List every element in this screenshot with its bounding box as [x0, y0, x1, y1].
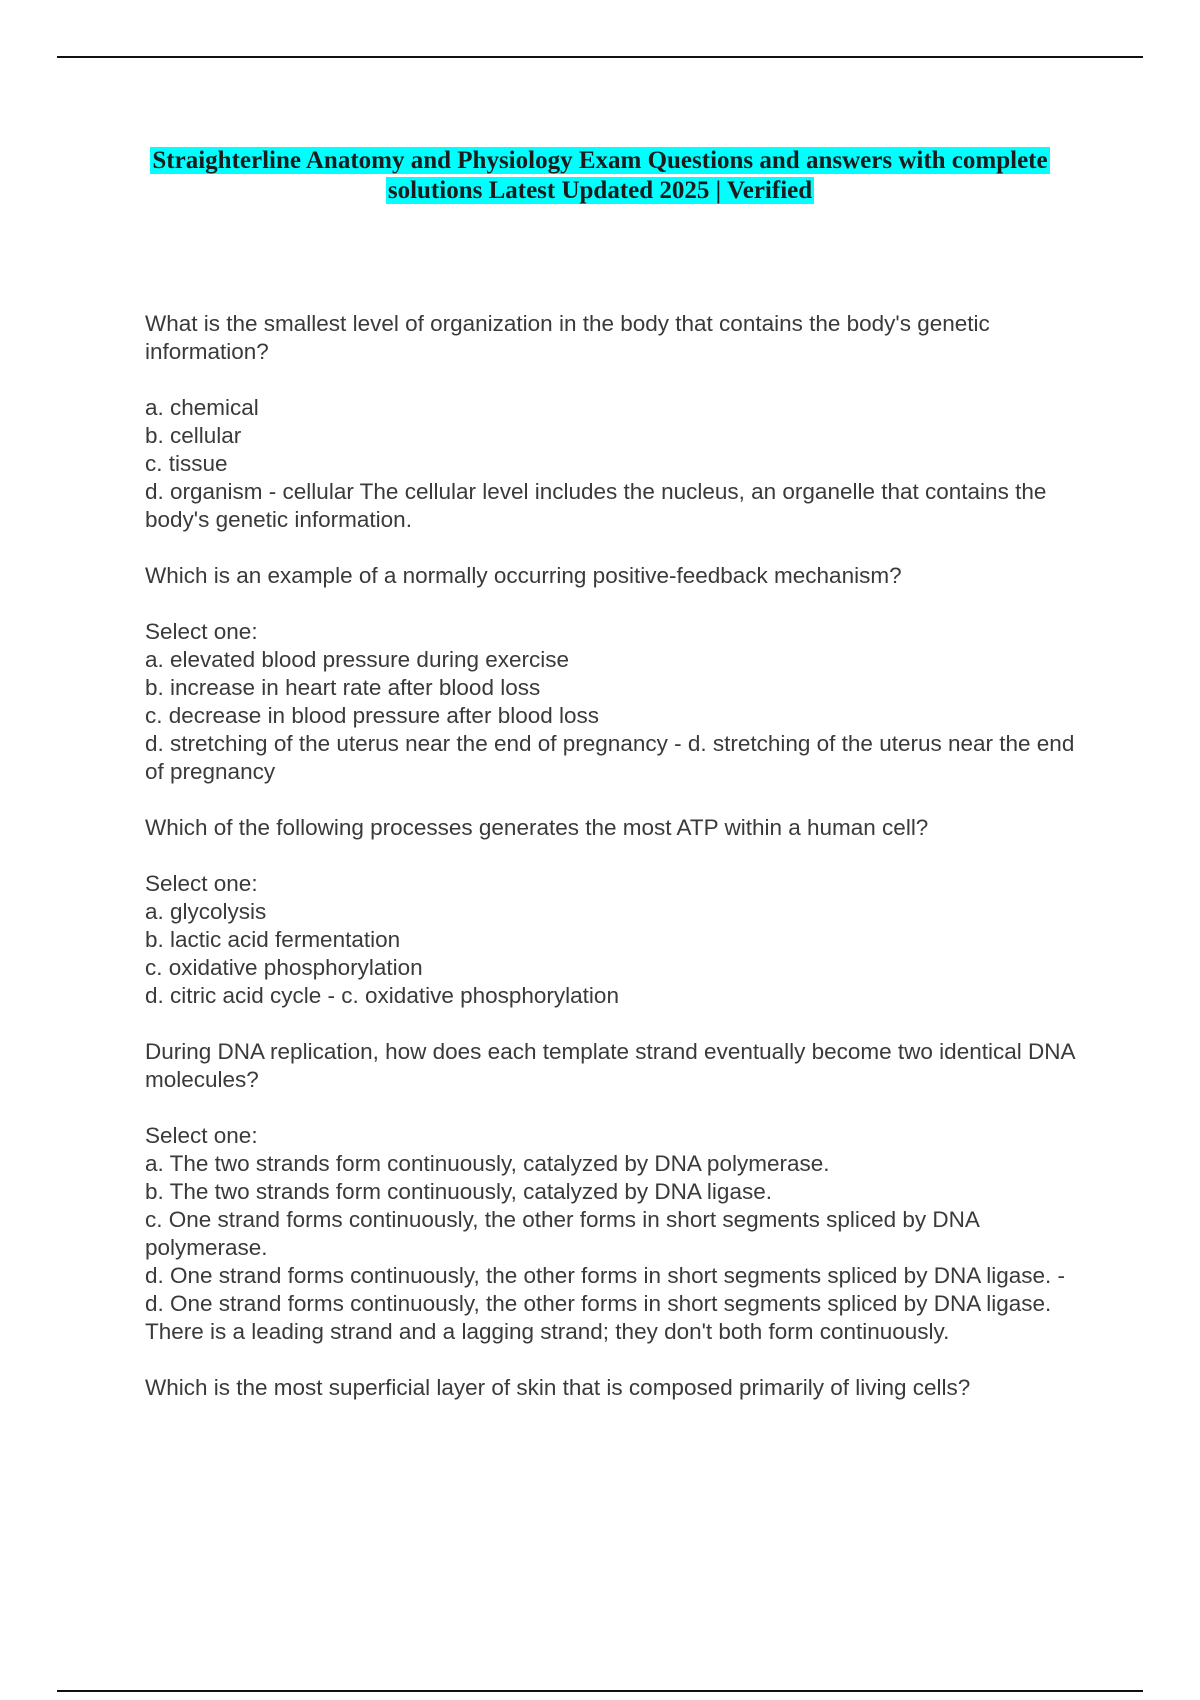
question-1-option-c: c. tissue: [145, 451, 228, 476]
question-3-prompt: Which of the following processes generates the most ATP within a human cell?: [145, 815, 929, 840]
question-2-option-d: d. stretching of the uterus near the end of pregnancy - d. stretching of the uterus near the end of pregnancy: [145, 731, 1075, 784]
question-3-select-label: Select one:: [145, 871, 258, 896]
document-title: [120, 146, 1080, 206]
question-3-options: [145, 870, 1085, 1010]
footer-rule: [57, 1690, 1143, 1692]
question-4-option-a: a. The two strands form continuously, catalyzed by DNA polymerase.: [145, 1151, 830, 1176]
question-2-select-label: Select one:: [145, 619, 258, 644]
title-line-2: solutions Latest Updated 2025 | Verified: [387, 177, 813, 204]
question-2-prompt: Which is an example of a normally occurring positive-feedback mechanism?: [145, 563, 902, 588]
question-1-prompt: What is the smallest level of organization in the body that contains the body's genetic information?: [145, 311, 990, 364]
question-5-prompt: Which is the most superficial layer of skin that is composed primarily of living cells?: [145, 1375, 971, 1400]
question-5: [145, 1374, 1085, 1402]
question-2-option-c: c. decrease in blood pressure after blood loss: [145, 703, 600, 728]
question-2-options: [145, 618, 1085, 786]
question-1-option-a: a. chemical: [145, 395, 259, 420]
question-1-option-d: d. organism - cellular The cellular level includes the nucleus, an organelle that contains the body's genetic information.: [145, 479, 1047, 532]
question-4-option-c: c. One strand forms continuously, the other forms in short segments spliced by DNA polymerase.: [145, 1207, 979, 1260]
title-line-1: Straighterline Anatomy and Physiology Exam Questions and answers with complete: [152, 147, 1048, 174]
question-1-option-b: b. cellular: [145, 423, 242, 448]
question-2-option-b: b. increase in heart rate after blood loss: [145, 675, 541, 700]
question-3-option-b: b. lactic acid fermentation: [145, 927, 401, 952]
question-3-option-a: a. glycolysis: [145, 899, 267, 924]
question-1-options: [145, 394, 1085, 534]
question-3-option-c: c. oxidative phosphorylation: [145, 955, 423, 980]
question-3: [145, 814, 1085, 1010]
question-4-prompt: During DNA replication, how does each template strand eventually become two identical DNA molecules?: [145, 1039, 1075, 1092]
question-2-option-a: a. elevated blood pressure during exercise: [145, 647, 570, 672]
header-rule: [57, 56, 1143, 58]
question-4-option-d: d. One strand forms continuously, the other forms in short segments spliced by DNA ligase. - d. One strand forms continuously, the other forms in short segments spliced by DNA ligase. There is a leading strand and a lagging strand; they don't both form continuously.: [145, 1263, 1065, 1344]
question-4-options: [145, 1122, 1085, 1346]
document-body: [145, 310, 1085, 1402]
question-1: [145, 310, 1085, 534]
question-4-option-b: b. The two strands form continuously, catalyzed by DNA ligase.: [145, 1179, 772, 1204]
question-4: [145, 1038, 1085, 1346]
question-2: [145, 562, 1085, 786]
question-4-select-label: Select one:: [145, 1123, 258, 1148]
question-3-option-d: d. citric acid cycle - c. oxidative phosphorylation: [145, 983, 619, 1008]
